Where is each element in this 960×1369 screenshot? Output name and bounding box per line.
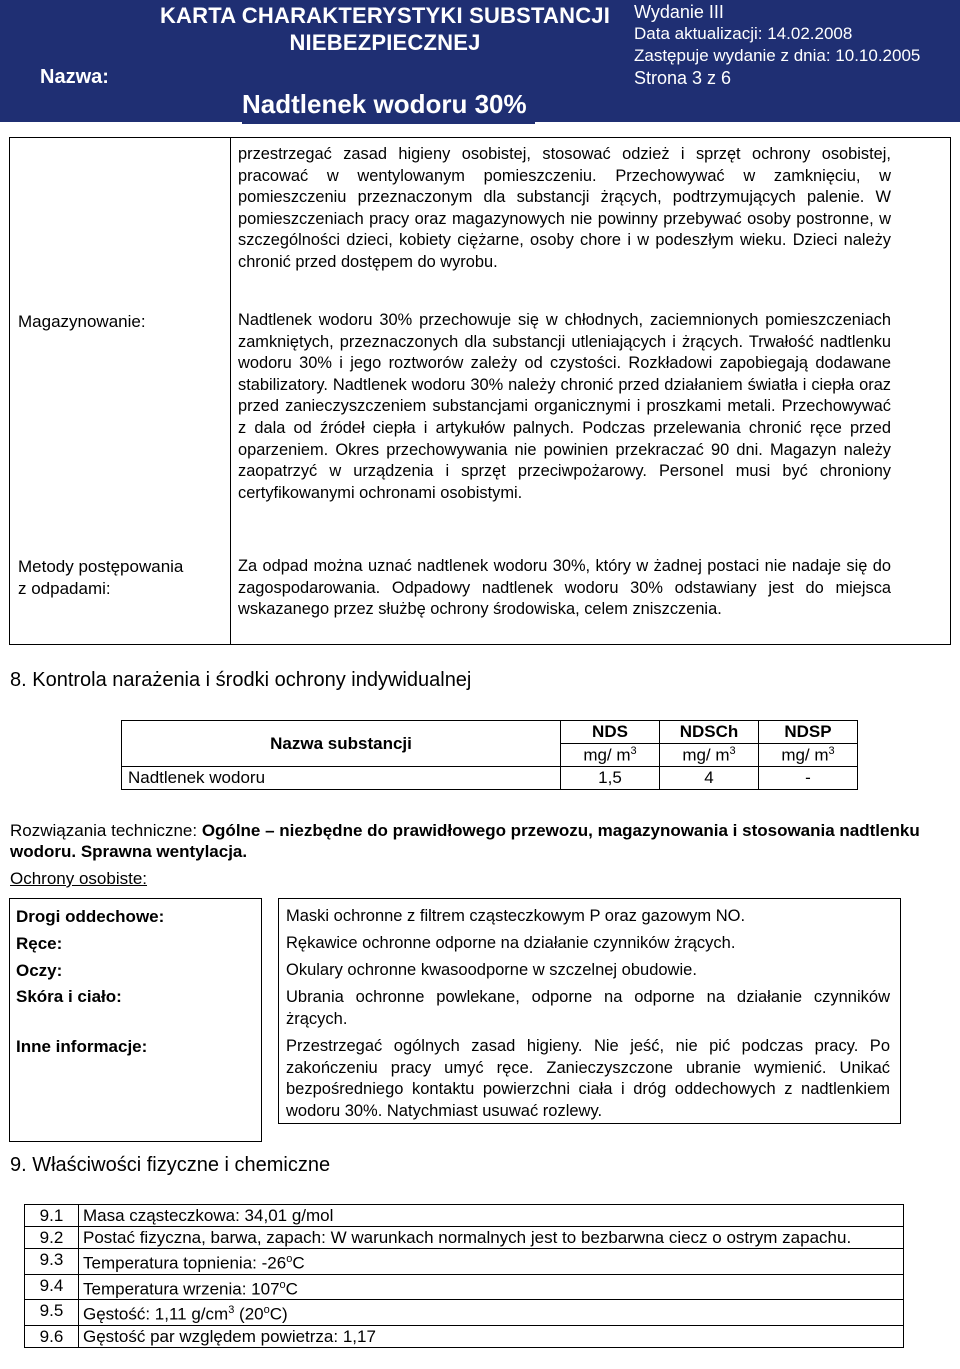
respiratory-value: Maski ochronne z filtrem cząsteczkowym P oraz gazowym NO. [286, 907, 746, 925]
respiratory-label: Drogi oddechowe: [16, 907, 165, 926]
substance-name-label: Nazwa: [40, 66, 109, 88]
section-9-heading: 9. Właściwości fizyczne i chemiczne [10, 1154, 331, 1176]
ppe-values-box [278, 898, 901, 1124]
document-header [0, 0, 960, 122]
technical-text: Ogólne – niezbędne do prawidłowego przewozu, magazynowania i stosowania nadtlenku wodoru. Sprawna wentylacja. [10, 821, 920, 861]
exposure-limits-table [121, 720, 858, 790]
edition: Wydanie III [634, 2, 724, 22]
skin-label: Skóra i ciało: [16, 987, 122, 1006]
handling-storage-table [9, 137, 951, 645]
ppe-title: Ochrony osobiste: [10, 869, 148, 888]
substance-name-header: Nazwa substancji [122, 721, 561, 767]
section-8-heading: 8. Kontrola narażenia i środki ochrony indywidualnej [10, 669, 472, 691]
disposal-label-line2: z odpadami: [18, 579, 111, 598]
substance-name: Nadtlenek wodoru 30% [242, 87, 535, 124]
document-title-line1: KARTA CHARAKTERYSTYKI SUBSTANCJI [159, 3, 611, 28]
update-date: Data aktualizacji: 14.02.2008 [634, 24, 853, 43]
prop-text: Gęstość par względem powietrza: 1,17 [79, 1325, 904, 1347]
table-row [25, 1205, 904, 1227]
unit-nds: mg/ $m^3$ [561, 744, 660, 767]
table-row [25, 1249, 904, 1275]
prop-number: 9.5 [25, 1300, 79, 1326]
prop-text: Postać fizyczna, barwa, zapach: W warunkach normalnych jest to bezbarwna ciecz o ostrym zapachu. [79, 1227, 904, 1249]
table-row [25, 1227, 904, 1249]
table-row [122, 767, 858, 790]
other-info-value: Przestrzegać ogólnych zasad higieny. Nie jeść, nie pić podczas pracy. Po zakończeniu pracy umyć ręce. Zanieczyszczone ubranie wymienić. Unikać bezpośredniego kontaktu powierzchni ciała i dróg oddechowych z nadtlenkiem wodoru 30%. Natychmiast usuwać rozlewy. [286, 1037, 890, 1120]
other-info-label: Inne informacje: [16, 1037, 148, 1056]
value-ndsch: 4 [660, 767, 759, 790]
prop-number: 9.1 [25, 1205, 79, 1227]
ppe-labels-box [9, 898, 262, 1142]
hands-value: Rękawice ochronne odporne na działanie czynników żrących. [286, 934, 736, 952]
page-number: Strona 3 z 6 [634, 68, 732, 88]
technical-label: Rozwiązania techniczne: [10, 821, 202, 840]
prop-number: 9.2 [25, 1227, 79, 1249]
prop-text: Masa cząsteczkowa: 34,01 g/mol [79, 1205, 904, 1227]
disposal-text: Za odpad można uznać nadtlenek wodoru 30%, który w żadnej postaci nie nadaje się do zagospodarowania. Odpadowy nadtlenek wodoru 30% odstawiany jest do miejsca wskazanego przez służbę ochrony środowiska, celem zniszczenia. [238, 557, 891, 619]
row-substance: Nadtlenek wodoru [122, 767, 561, 790]
value-ndsp: - [759, 767, 858, 790]
storage-label: Magazynowanie: [18, 312, 146, 331]
storage-text: Nadtlenek wodoru 30% przechowuje się w chłodnych, zaciemnionych pomieszczeniach zamkniętych, przeznaczonych dla substancji utleniających i żrących. Trwałość nadtlenku wodoru 30% i jego roztworów zależy od czystości. Rozkładowi zapobiegają dodawane stabilizatory. Nadtlenek wodoru 30% należy chronić przed działaniem światła i ciepła oraz przed zanieczyszczeniem substancjami organicznymi i proszkami metali. Przechowywać z dala od źródeł ciepła i artykułów palnych. Podczas przelewania chronić ręce przed oparzeniem. Okres przechowywania nie powinien przekraczać 90 dni. Magazyn należy zaopatrzyć w urządzenia i sprzęt przeciwpożarowy. Personel musi być chroniony certyfikowanymi ochronami osobistymi. [238, 311, 891, 502]
eyes-value: Okulary ochronne kwasoodporne w szczelnej obudowie. [286, 961, 697, 979]
unit-ndsch: mg/ $m^3$ [660, 744, 759, 767]
replaces-edition: Zastępuje wydanie z dnia: 10.10.2005 [634, 46, 921, 65]
col-nds: NDS [561, 721, 660, 744]
prop-text: Temperatura wrzenia: 107$^o$C [79, 1274, 904, 1300]
unit-ndsp: mg/ $m^3$ [759, 744, 858, 767]
table-row [25, 1300, 904, 1326]
column-divider [230, 138, 231, 644]
table-row [25, 1274, 904, 1300]
handling-text: przestrzegać zasad higieny osobistej, stosować odzież i sprzęt ochrony osobistej, pracować w wentylowanym pomieszczeniu. Przechowywać w zamknięciu, w pomieszczeniu przeznaczonym dla substancji żrących, podtrzymujących palenie. W pomieszczeniach pracy oraz magazynowych nie powinny przebywać osoby postronne, w szczególności dzieci, kobiety ciężarne, osoby chore i w podeszłym wieku. Dzieci należy chronić przed dostępem do wyrobu. [238, 145, 891, 271]
prop-number: 9.4 [25, 1274, 79, 1300]
skin-value: Ubrania ochronne powlekane, odporne na odporne na działanie czynników żrących. [286, 988, 890, 1028]
prop-text: Gęstość: 1,11 $g/cm^3$ (20$^o$C) [79, 1300, 904, 1326]
hands-label: Ręce: [16, 934, 63, 953]
table-row [25, 1325, 904, 1347]
prop-text: Temperatura topnienia: -26$^o$C [79, 1249, 904, 1275]
document-title-line2: NIEBEZPIECZNEJ [289, 30, 481, 55]
disposal-label-line1: Metody postępowania [18, 557, 184, 576]
col-ndsp: NDSP [759, 721, 858, 744]
prop-number: 9.3 [25, 1249, 79, 1275]
eyes-label: Oczy: [16, 961, 63, 980]
col-ndsch: NDSCh [660, 721, 759, 744]
properties-table [24, 1204, 904, 1348]
technical-solutions [10, 820, 950, 862]
prop-number: 9.6 [25, 1325, 79, 1347]
value-nds: 1,5 [561, 767, 660, 790]
disposal-label [18, 556, 183, 600]
